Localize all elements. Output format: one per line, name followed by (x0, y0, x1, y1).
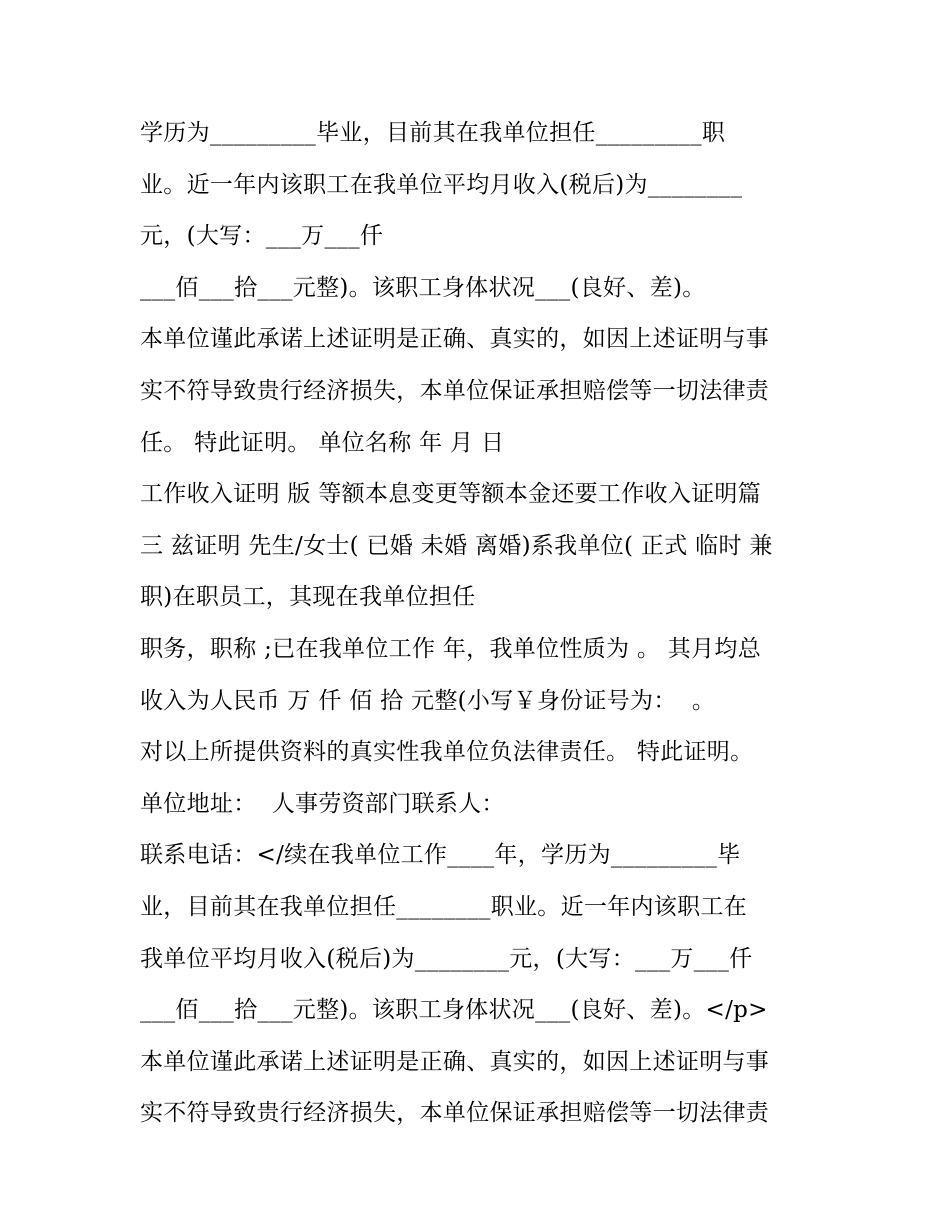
text-line: 任。 特此证明。 单位名称 年 月 日 (140, 429, 505, 456)
text-line: 实不符导致贵行经济损失，本单位保证承担赔偿等一切法律责 (140, 1100, 770, 1127)
text-line: 我单位平均月收入(税后)为________元，(大写：___万___仟 (140, 945, 753, 972)
text-line: 本单位谨此承诺上述证明是正确、真实的，如因上述证明与事 (140, 1048, 770, 1075)
text-line: 职务，职称 ;已在我单位工作 年，我单位性质为 。 其月均总 (140, 635, 761, 662)
text-line: 对以上所提供资料的真实性我单位负法律责任。 特此证明。 (140, 739, 754, 766)
text-line: 工作收入证明 版 等额本息变更等额本金还要工作收入证明篇 (140, 481, 762, 508)
text-line: 实不符导致贵行经济损失，本单位保证承担赔偿等一切法律责 (140, 377, 770, 404)
text-line: 职)在职员工，其现在我单位担任 (140, 584, 476, 611)
text-line: 业，目前其在我单位担任________职业。近一年内该职工在 (140, 893, 747, 920)
text-line: 元，(大写：___万___仟 (140, 223, 384, 250)
text-line: ___佰___拾___元整)。该职工身体状况___(良好、差)。 (140, 274, 706, 301)
text-line: 三 兹证明 先生/女士( 已婚 未婚 离婚)系我单位( 正式 临时 兼 (140, 532, 773, 559)
text-line: 收入为人民币 万 仟 佰 拾 元整(小写￥身份证号为： 。 (140, 687, 716, 714)
text-line: 联系电话：</续在我单位工作____年，学历为_________毕 (140, 842, 741, 869)
text-line: 本单位谨此承诺上述证明是正确、真实的，如因上述证明与事 (140, 326, 770, 353)
text-line: 学历为_________毕业，目前其在我单位担任_________职 (140, 120, 726, 146)
text-line: 单位地址： 人事劳资部门联系人： (140, 790, 505, 817)
text-line: ___佰___拾___元整)。该职工身体状况___(良好、差)。</p> (140, 997, 768, 1024)
text-line: 业。近一年内该职工在我单位平均月收入(税后)为________ (140, 171, 743, 198)
document-body (140, 108, 830, 1140)
